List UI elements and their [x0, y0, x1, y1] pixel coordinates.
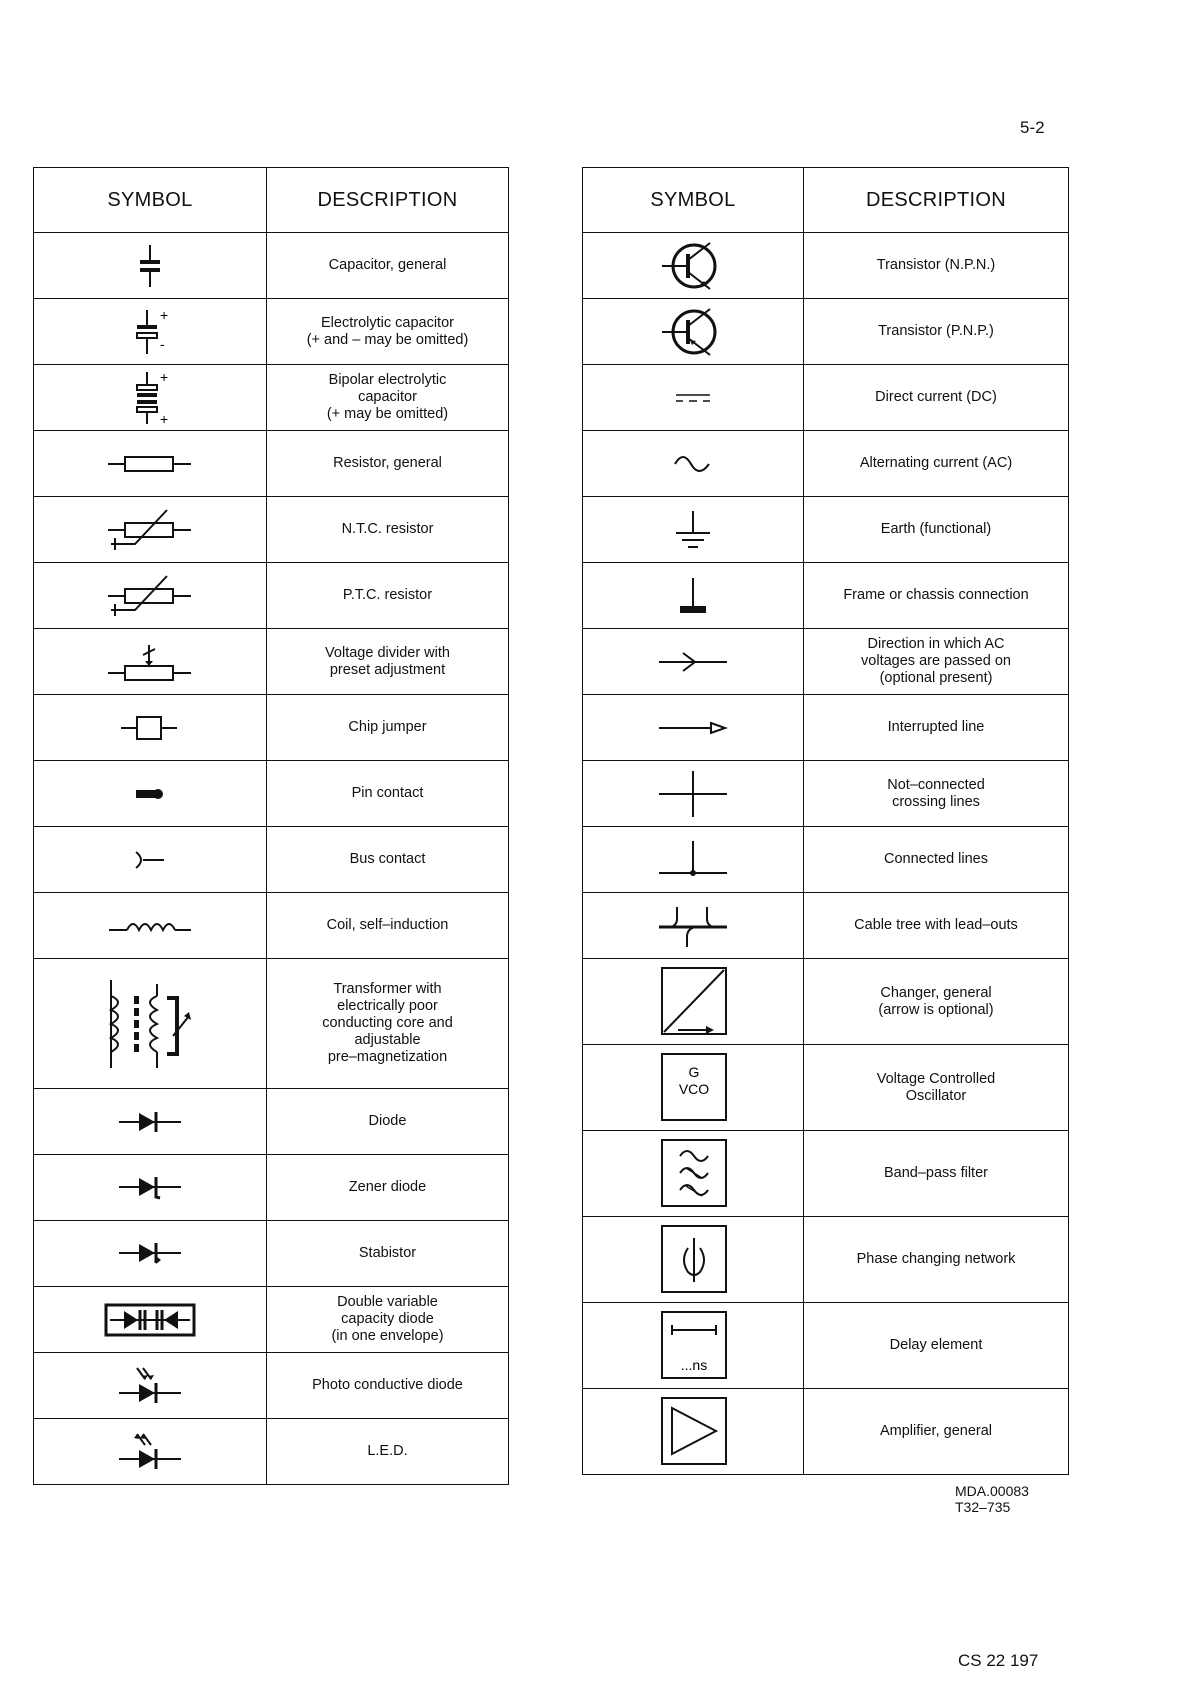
description-header: DESCRIPTION — [267, 168, 509, 233]
description: Voltage Controlled Oscillator — [804, 1045, 1069, 1131]
crossing-lines-icon — [655, 769, 731, 819]
description: Resistor, general — [267, 431, 509, 497]
description: Coil, self–induction — [267, 893, 509, 959]
svg-text:+: + — [160, 410, 169, 426]
zener-diode-icon — [115, 1174, 185, 1202]
symbol-table-left — [33, 167, 509, 1485]
changer-icon — [658, 966, 728, 1038]
description: Transformer with electrically poor conducting core and adjustable pre–magnetization — [267, 959, 509, 1089]
double-varicap-icon — [102, 1301, 198, 1339]
connected-lines-icon — [655, 837, 731, 883]
description: Interrupted line — [804, 695, 1069, 761]
description: Earth (functional) — [804, 497, 1069, 563]
description: Cable tree with lead–outs — [804, 893, 1069, 959]
bipolar-electrolytic-capacitor-icon — [125, 370, 175, 426]
figure-code-line: MDA.00083 — [955, 1483, 1029, 1499]
vco-label-top: G — [688, 1063, 700, 1080]
description: Voltage divider with preset adjustment — [267, 629, 509, 695]
direct-current-icon — [673, 390, 713, 406]
led-icon — [115, 1431, 185, 1473]
stabistor-icon — [115, 1240, 185, 1268]
description: Phase changing network — [804, 1217, 1069, 1303]
voltage-divider-icon — [105, 637, 195, 687]
band-pass-filter-icon — [658, 1138, 728, 1210]
description: P.T.C. resistor — [267, 563, 509, 629]
ptc-resistor-icon — [105, 572, 195, 620]
alternating-current-icon — [671, 452, 715, 476]
resistor-icon — [105, 449, 195, 479]
cable-tree-icon — [655, 901, 731, 951]
symbol-table-right — [582, 167, 1069, 1475]
description: Direction in which AC voltages are passed on (optional present) — [804, 629, 1069, 695]
description: Chip jumper — [267, 695, 509, 761]
interrupted-line-icon — [655, 717, 731, 739]
ntc-resistor-icon — [105, 506, 195, 554]
page-number: 5-2 — [1020, 118, 1045, 137]
svg-text:-: - — [160, 335, 165, 352]
transformer-icon — [105, 976, 195, 1072]
description: Capacitor, general — [267, 233, 509, 299]
vco-icon — [658, 1052, 728, 1124]
description: Delay element — [804, 1303, 1069, 1389]
description: Diode — [267, 1089, 509, 1155]
phase-network-icon — [658, 1224, 728, 1296]
amplifier-icon — [658, 1396, 728, 1468]
bus-contact-icon — [130, 848, 170, 872]
diode-icon — [115, 1109, 185, 1135]
coil-icon — [105, 912, 195, 940]
delay-element-icon — [658, 1310, 728, 1382]
description: Transistor (P.N.P.) — [804, 299, 1069, 365]
electrolytic-capacitor-icon — [125, 306, 175, 358]
description: Transistor (N.P.N.) — [804, 233, 1069, 299]
transistor-npn-icon — [658, 239, 728, 293]
figure-code — [955, 1483, 1029, 1515]
description: L.E.D. — [267, 1419, 509, 1485]
description: Not–connected crossing lines — [804, 761, 1069, 827]
description: Direct current (DC) — [804, 365, 1069, 431]
ac-direction-icon — [655, 648, 731, 676]
description: Photo conductive diode — [267, 1353, 509, 1419]
description: Band–pass filter — [804, 1131, 1069, 1217]
chip-jumper-icon — [115, 711, 185, 745]
description: Changer, general (arrow is optional) — [804, 959, 1069, 1045]
description: Alternating current (AC) — [804, 431, 1069, 497]
symbol-header: SYMBOL — [34, 168, 267, 233]
description: Stabistor — [267, 1221, 509, 1287]
earth-icon — [668, 507, 718, 553]
description: Amplifier, general — [804, 1389, 1069, 1475]
svg-text:+: + — [160, 306, 169, 323]
transistor-pnp-icon — [658, 305, 728, 359]
description: Bipolar electrolytic capacitor (+ may be omitted) — [267, 365, 509, 431]
capacitor-icon — [130, 241, 170, 291]
delay-label: ...ns — [680, 1356, 708, 1373]
description: Electrolytic capacitor (+ and – may be omitted) — [267, 299, 509, 365]
figure-code-line: T32–735 — [955, 1499, 1011, 1515]
vco-label-bottom: VCO — [678, 1080, 710, 1097]
description: Connected lines — [804, 827, 1069, 893]
description: Pin contact — [267, 761, 509, 827]
description: Frame or chassis connection — [804, 563, 1069, 629]
description-header: DESCRIPTION — [804, 168, 1069, 233]
description: Double variable capacity diode (in one envelope) — [267, 1287, 509, 1353]
symbol-header: SYMBOL — [583, 168, 804, 233]
photo-diode-icon — [115, 1365, 185, 1407]
document-code: CS 22 197 — [958, 1651, 1039, 1670]
description: Bus contact — [267, 827, 509, 893]
pin-contact-icon — [130, 784, 170, 804]
description: Zener diode — [267, 1155, 509, 1221]
description: N.T.C. resistor — [267, 497, 509, 563]
svg-text:+: + — [160, 369, 169, 385]
chassis-icon — [673, 574, 713, 618]
